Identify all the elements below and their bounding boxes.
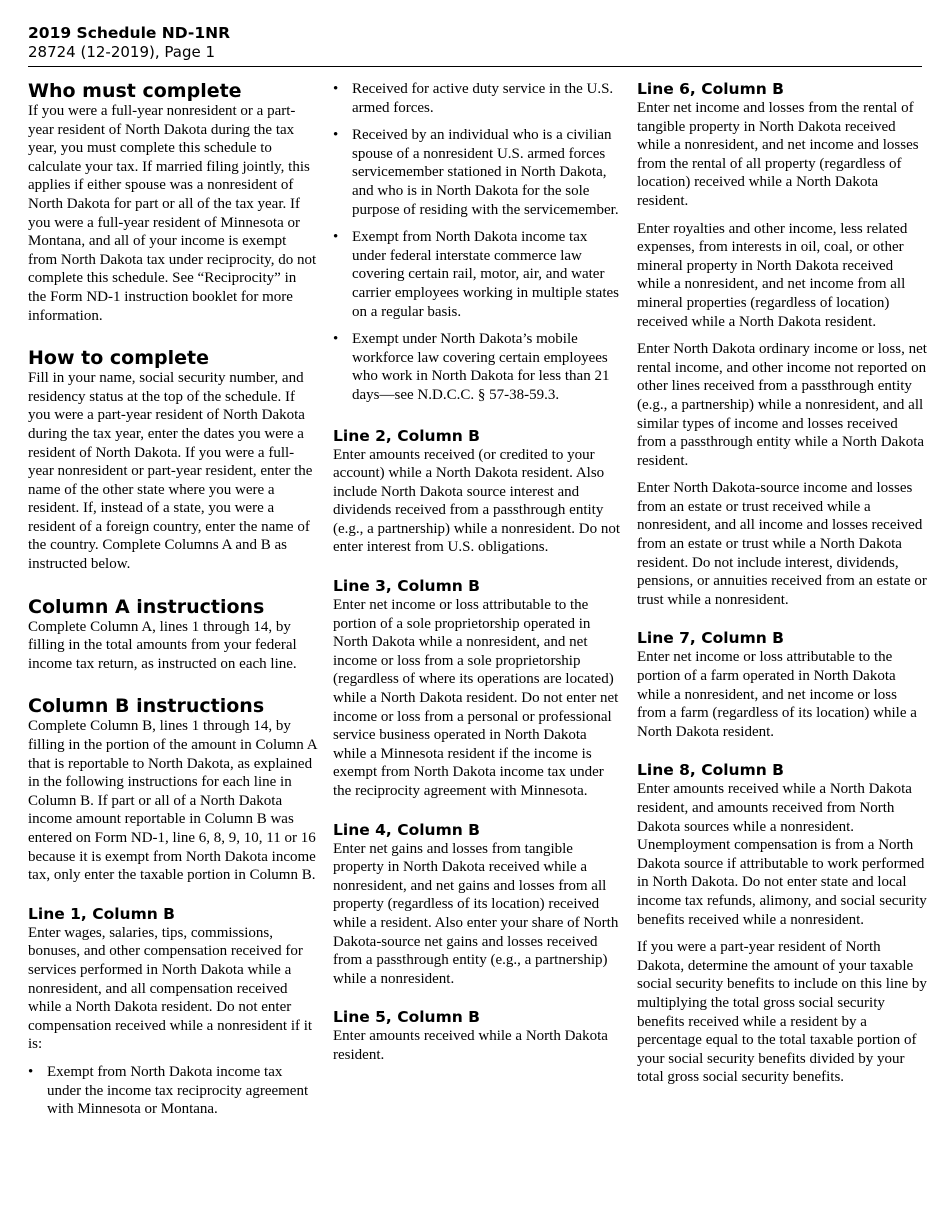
line-8-text: Enter amounts received while a North Dakota resident, and amounts received from North Dakota sources while a nonresident. Unemployment compensation is from a North Dakota source if attributable to work performed in North Dakota. Do not enter state and local income tax refunds, alimony, and social security benefits received while a nonresident. <box>637 781 927 928</box>
column-b-heading: Column B instructions <box>28 695 265 718</box>
list-item: • Received for active duty service in the U.S. armed forces. <box>333 81 614 116</box>
who-must-complete-heading: Who must complete <box>28 80 242 102</box>
line-6-text-rental: Enter net income and losses from the rental of tangible property in North Dakota received while a nonresident, and net income and losses from the rental of all property (regardless of location) received while a North Dakota resident. <box>637 100 919 209</box>
line-6-text-royalties: Enter royalties and other income, less related expenses, from interests in oil, coal, or other mineral property in North Dakota received while a nonresident, and net income from all mineral properties (regardless of location) received while a North Dakota resident. <box>637 220 908 330</box>
schedule-title: 2019 Schedule ND-1NR <box>28 24 231 42</box>
line-8-text-part-year: If you were a part-year resident of North Dakota, determine the amount of your taxable social security benefits to include on this line by multiplying the total gross social security benefits received while a resident by a percentage equal to the total taxable portion of your social security benefits divided by your total gross social security benefits. <box>637 939 927 1086</box>
line-4-text: Enter net gains and losses from tangible property in North Dakota received while a nonresident, and net gains and losses from all property (regardless of its location) received while a resident. Also enter your share of North Dakota-source net gains and losses received from a passthrough entity (e.g., a partnership) while a nonresident. <box>333 840 619 987</box>
line-2-text: Enter amounts received (or credited to your account) while a North Dakota resident. Also include North Dakota source interest and dividends received from a passthrough entity (e.g., a partnership) while a nonresident. Do not enter interest from U.S. obligations. <box>333 446 620 556</box>
list-item: • Exempt from North Dakota income tax under the income tax reciprocity agreement with Minnesota or Montana. <box>28 1063 309 1118</box>
column-b-text: Complete Column B, lines 1 through 14, by filling in the portion of the amount in Column A that is reportable to North Dakota, as explained in the following instructions for each line in Column B. If part or all of a North Dakota income amount reportable in Column B was entered on Form ND-1, line 6, 8, 9, 10, 11 or 16 because it is exempt from North Dakota income tax, only enter the taxable portion in Column B. <box>28 718 317 884</box>
how-to-complete-heading: How to complete <box>28 347 209 370</box>
how-to-complete-text: Fill in your name, social security number, and residency status at the top of the schedule. If you were a part-year resident of North Dakota during the tax year, enter the dates you were a resident of North Dakota. If you were a full-year nonresident or part-year resident, enter the name of the other state where you were a resident. If, instead of a state, you were a resident of a foreign country, enter the name of the country. Complete Columns A and B as instructed below. <box>28 370 313 573</box>
line-4-heading: Line 4, Column B <box>333 820 480 839</box>
list-item: • Exempt from North Dakota income tax under federal interstate commerce law covering certain rail, motor, air, and water carrier employees working in multiple states on a regular basis. <box>333 229 620 320</box>
line-1-exclusions-list-cont <box>333 80 623 405</box>
list-item: • Exempt under North Dakota’s mobile workforce law covering certain employees who work in North Dakota for less than 21 days—see N.D.C.C. § 57-38-59.3. <box>333 331 610 403</box>
column-left <box>28 80 318 1128</box>
line-6-text-passthrough: Enter North Dakota ordinary income or loss, net rental income, and other income not reported on other lines received from a passthrough entity (e.g., a partnership) while a nonresident, and all similar types of income and losses received from a passthrough entity while a North Dakota resident. <box>637 341 927 469</box>
column-right <box>637 80 927 1087</box>
column-a-text: Complete Column A, lines 1 through 14, by filling in the total amounts from your federal income tax return, as instructed on each line. <box>28 618 297 672</box>
line-7-heading: Line 7, Column B <box>637 629 784 648</box>
page-header <box>28 24 922 62</box>
line-1-exclusions-list <box>28 1063 318 1119</box>
line-5-text: Enter amounts received while a North Dakota resident. <box>333 1028 608 1063</box>
line-1-heading: Line 1, Column B <box>28 904 175 923</box>
form-number-page: 28724 (12-2019), Page 1 <box>28 43 216 61</box>
line-5-heading: Line 5, Column B <box>333 1008 480 1027</box>
column-a-heading: Column A instructions <box>28 595 265 618</box>
header-divider <box>28 66 922 67</box>
line-6-text-estate-trust: Enter North Dakota-source income and losses from an estate or trust received while a nonresident, and all income and losses received from an estate or trust while a North Dakota resident. Do not include interest, dividends, pensions, or annuities received from an estate or trust while a nonresident. <box>637 480 927 608</box>
column-middle <box>333 80 623 1065</box>
who-must-complete-text: If you were a full-year nonresident or a part-year resident of North Dakota during the tax year, you must complete this schedule to calculate your tax. If married filing jointly, this applies if either spouse was a nonresident of North Dakota for part or all of the tax year. If you were a full-year resident of Minnesota or Montana, and all of your income is exempt from North Dakota tax under reciprocity, do not complete this schedule. See “Reciprocity” in the Form ND-1 instruction booklet for more information. <box>28 103 317 324</box>
line-3-text: Enter net income or loss attributable to the portion of a sole proprietorship operated in North Dakota while a nonresident, and net income or loss from a sole proprietorship (regardless of where its operations are located) while a North Dakota resident. Do not enter net income or loss from a personal or professional service business operated in North Dakota while a Minnesota resident if the income is exempt from North Dakota income tax under the reciprocity agreement with Minnesota. <box>333 597 619 799</box>
line-2-heading: Line 2, Column B <box>333 426 480 445</box>
line-3-heading: Line 3, Column B <box>333 577 480 596</box>
bullet-icon: • <box>28 1063 34 1080</box>
line-6-heading: Line 6, Column B <box>637 80 784 98</box>
line-8-heading: Line 8, Column B <box>637 761 784 780</box>
line-7-text: Enter net income or loss attributable to the portion of a farm operated in North Dakota while a nonresident, and net income or loss from a farm (regardless of its location) while a North Dakota resident. <box>637 649 917 740</box>
line-1-text: Enter wages, salaries, tips, commissions, bonuses, and other compensation received for services performed in North Dakota while a nonresident, and all compensation received while a North Dakota resident. Do not enter compensation received while a nonresident if it is: <box>28 924 313 1053</box>
bullet-icon: • <box>333 127 339 144</box>
bullet-icon: • <box>333 229 339 246</box>
bullet-icon: • <box>333 331 339 348</box>
bullet-icon: • <box>333 81 339 97</box>
list-item: • Received by an individual who is a civilian spouse of a nonresident U.S. armed forces servicemember stationed in North Dakota, and who is in North Dakota for the sole purpose of residing with the servicemember. <box>333 127 619 218</box>
